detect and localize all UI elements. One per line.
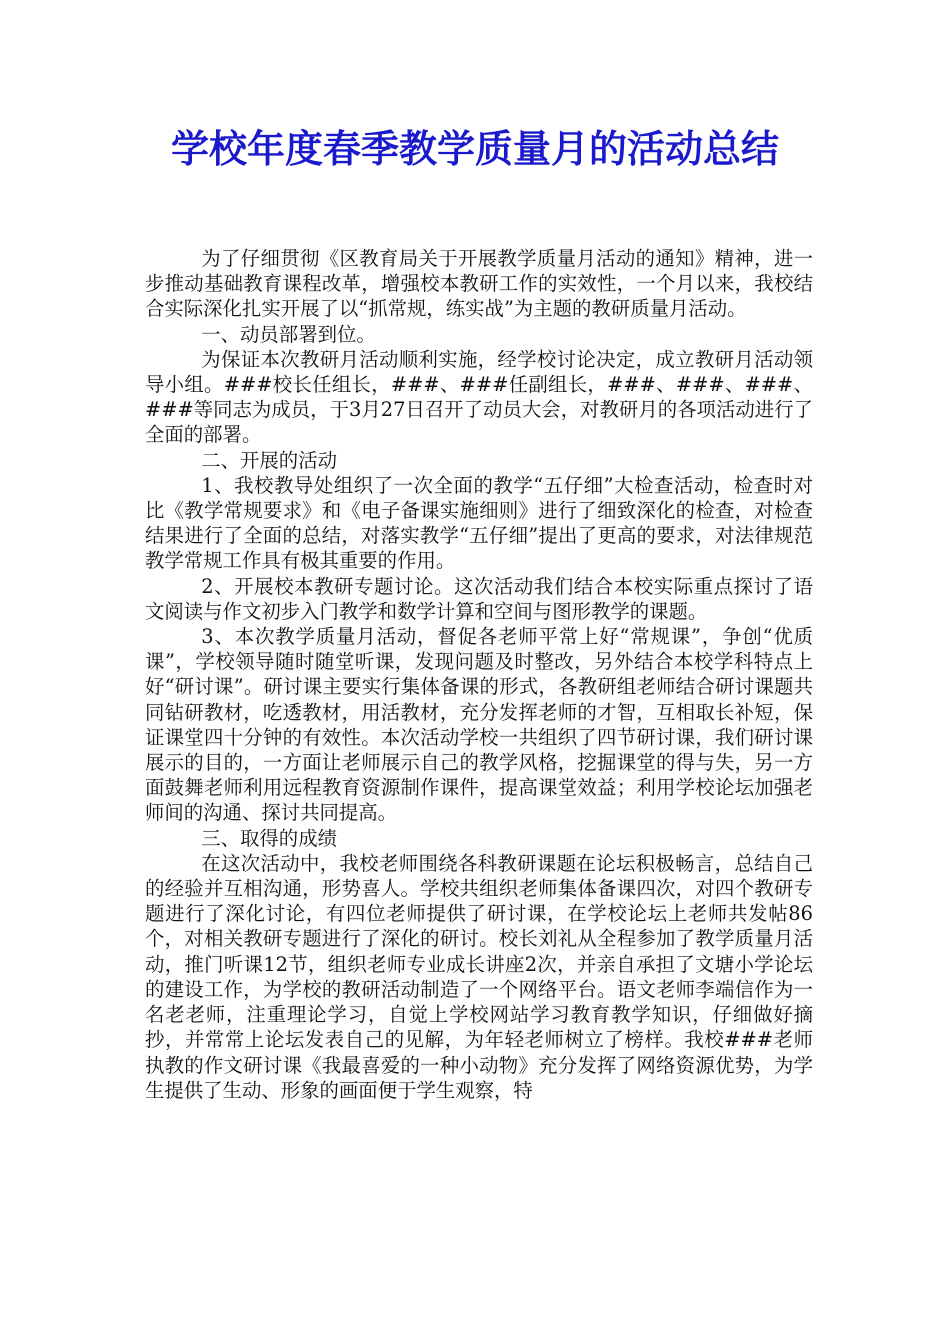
section-heading-2: 二、开展的活动 xyxy=(201,448,337,472)
paragraph-intro: 为了仔细贯彻《区教育局关于开展教学质量月活动的通知》精神，进一步推动基础教育课程改革，增强校本教研工作的实效性，一个月以来，我校结合实际深化扎实开展了以“抓常规，练实战”为主题的教研质量月活动。 xyxy=(145,247,813,321)
document-title: 学校年度春季教学质量月的活动总结 xyxy=(170,126,779,171)
paragraph-activity-1: 1、我校教导处组织了一次全面的教学“五仔细”大检查活动，检查时对比《教学常规要求》和《电子备课实施细则》进行了细致深化的检查，对检查结果进行了全面的总结，对落实教学“五仔细”提出了更高的要求，对法律规范教学常规工作具有极其重要的作用。 xyxy=(145,473,813,573)
paragraph-activity-2: 2、开展校本教研专题讨论。这次活动我们结合本校实际重点探讨了语文阅读与作文初步入门教学和数学计算和空间与图形教学的课题。 xyxy=(145,574,813,623)
document-body xyxy=(145,246,813,1103)
paragraph-achievements: 在这次活动中，我校老师围绕各科教研课题在论坛积极畅言，总结自己的经验并互相沟通，形势喜人。学校共组织老师集体备课四次，对四个教研专题进行了深化讨论，有四位老师提供了研讨课，在学校论坛上老师共发帖86个，对相关教研专题进行了深化的研讨。校长刘礼从全程参加了教学质量月活动，推门听课12节，组织老师专业成长讲座2次，并亲自承担了文塘小学论坛的建设工作，为学校的教研活动制造了一个网络平台。语文老师李端信作为一名老老师，注重理论学习，自觉上学校网站学习教育教学知识，仔细做好摘抄，并常常上论坛发表自己的见解，为年轻老师树立了榜样。我校###老师执教的作文研讨课《我最喜爱的一种小动物》充分发挥了网络资源优势，为学生提供了生动、形象的画面便于学生观察，特 xyxy=(145,851,813,1102)
section-heading-1: 一、动员部署到位。 xyxy=(201,322,376,346)
paragraph-activity-3: 3、本次教学质量月活动，督促各老师平常上好“常规课”，争创“优质课”，学校领导随时随堂听课，发现问题及时整改，另外结合本校学科特点上好“研讨课”。研讨课主要实行集体备课的形式，各教研组老师结合研讨课题共同钻研教材，吃透教材，用活教材，充分发挥老师的才智，互相取长补短，保证课堂四十分钟的有效性。本次活动学校一共组织了四节研讨课，我们研讨课展示的目的，一方面让老师展示自己的教学风格，挖掘课堂的得与失，另一方面鼓舞老师利用远程教育资源制作课件，提高课堂效益；利用学校论坛加强老师间的沟通、探讨共同提高。 xyxy=(145,625,813,825)
section-heading-3: 三、取得的成绩 xyxy=(201,826,337,850)
paragraph-section-1: 为保证本次教研月活动顺利实施，经学校讨论决定，成立教研月活动领导小组。###校长任组长，###、###任副组长，###、###、###、###等同志为成员，于3月27日召开了动员大会，对教研月的各项活动进行了全面的部署。 xyxy=(145,347,813,447)
